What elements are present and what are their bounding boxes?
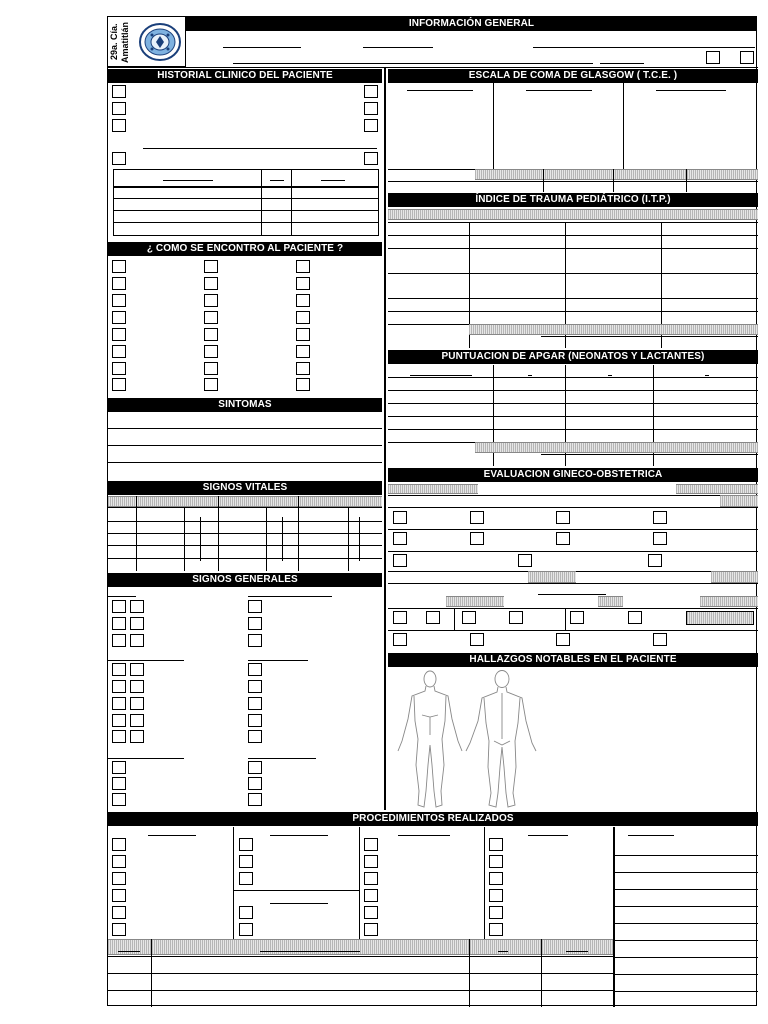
checkbox[interactable]: [130, 680, 144, 693]
checkbox[interactable]: [112, 680, 126, 693]
gen-label: [108, 758, 184, 759]
checkbox[interactable]: [112, 872, 126, 885]
checkbox[interactable]: [204, 277, 218, 290]
gineco-check[interactable]: [393, 554, 407, 567]
bottom-table-col: [151, 939, 152, 1007]
apgar-col-label: [608, 375, 612, 376]
checkbox[interactable]: [130, 714, 144, 727]
gineco-check[interactable]: [556, 633, 570, 646]
checkbox[interactable]: [112, 793, 126, 806]
itp-row: [541, 336, 758, 337]
historial-table-row: [113, 222, 379, 223]
info-field-3[interactable]: [533, 47, 755, 48]
historial-check-7[interactable]: [112, 152, 126, 165]
gineco-row: [388, 507, 758, 508]
historial-col-label: [270, 180, 284, 181]
checkbox[interactable]: [130, 730, 144, 743]
checkbox[interactable]: [248, 617, 262, 630]
gineco-check[interactable]: [393, 511, 407, 524]
gineco-shade: [711, 571, 758, 583]
gineco-check[interactable]: [556, 511, 570, 524]
sintomas-line[interactable]: [108, 462, 382, 463]
checkbox[interactable]: [112, 663, 126, 676]
apgar-shade: [475, 442, 758, 453]
apgar-bar: PUNTUACION DE APGAR (NEONATOS Y LACTANTES): [388, 350, 758, 364]
gineco-shade: [598, 596, 623, 607]
checkbox[interactable]: [296, 294, 310, 307]
vitales-row: [108, 533, 382, 534]
signos-vitales-bar: SIGNOS VITALES: [108, 481, 382, 495]
checkbox[interactable]: [112, 277, 126, 290]
gineco-shade: [676, 484, 758, 494]
checkbox[interactable]: [239, 838, 253, 851]
checkbox[interactable]: [112, 697, 126, 710]
proc-col-label: [148, 835, 196, 836]
checkbox[interactable]: [248, 777, 262, 790]
vitales-row: [108, 521, 382, 522]
proc-col: [233, 827, 234, 939]
checkbox[interactable]: [248, 663, 262, 676]
emergency-report-form: [107, 16, 757, 1006]
apgar-row: [388, 377, 758, 378]
checkbox[interactable]: [296, 277, 310, 290]
checkbox[interactable]: [364, 872, 378, 885]
checkbox[interactable]: [112, 838, 126, 851]
historial-field[interactable]: [143, 148, 377, 149]
checkbox[interactable]: [112, 378, 126, 391]
glasgow-col: [493, 83, 494, 169]
checkbox[interactable]: [364, 889, 378, 902]
gineco-check[interactable]: [653, 633, 667, 646]
checkbox[interactable]: [112, 617, 126, 630]
divider: [565, 608, 566, 630]
checkbox[interactable]: [364, 855, 378, 868]
gineco-row: [388, 608, 758, 609]
checkbox[interactable]: [296, 328, 310, 341]
gineco-field[interactable]: [538, 594, 606, 595]
apgar-row: [388, 390, 758, 391]
historial-check-6[interactable]: [364, 119, 378, 132]
checkbox[interactable]: [112, 777, 126, 790]
glasgow-shade: [543, 169, 758, 180]
vitales-mark: [200, 517, 201, 561]
gineco-check[interactable]: [648, 554, 662, 567]
checkbox[interactable]: [112, 345, 126, 358]
divider: [298, 496, 299, 507]
checkbox[interactable]: [248, 714, 262, 727]
proc-line[interactable]: [613, 940, 758, 941]
gineco-check[interactable]: [653, 511, 667, 524]
apgar-col-label: [410, 375, 472, 376]
itp-row: [388, 248, 758, 249]
historial-check-2[interactable]: [112, 102, 126, 115]
checkbox[interactable]: [112, 761, 126, 774]
checkbox[interactable]: [130, 697, 144, 710]
vitales-col: [266, 507, 267, 571]
gineco-check[interactable]: [470, 532, 484, 545]
historial-table-row: [113, 198, 379, 199]
gineco-shade: [528, 571, 576, 583]
historial-table-col: [291, 169, 292, 236]
gineco-bar: EVALUACION GINECO-OBSTETRICA: [388, 468, 758, 482]
vitales-mark: [282, 517, 283, 561]
checkbox[interactable]: [489, 923, 503, 936]
apgar-row: [541, 454, 758, 455]
historial-bar: HISTORIAL CLINICO DEL PACIENTE: [108, 69, 382, 83]
checkbox[interactable]: [248, 730, 262, 743]
itp-row: [388, 222, 758, 223]
gineco-check[interactable]: [470, 511, 484, 524]
gineco-shade: [700, 596, 758, 607]
info-field-4[interactable]: [233, 63, 593, 64]
column-divider: [384, 67, 386, 810]
proc-line[interactable]: [613, 974, 758, 975]
historial-check-3[interactable]: [112, 119, 126, 132]
glasgow-bar: ESCALA DE COMA DE GLASGOW ( T.C.E. ): [388, 69, 758, 83]
header-divider: [108, 67, 758, 68]
checkbox[interactable]: [112, 855, 126, 868]
checkbox[interactable]: [112, 311, 126, 324]
title-bar: INFORMACIÓN GENERAL: [186, 17, 757, 31]
gineco-check[interactable]: [393, 532, 407, 545]
checkbox[interactable]: [248, 634, 262, 647]
itp-row: [388, 298, 758, 299]
checkbox[interactable]: [204, 345, 218, 358]
sintomas-line[interactable]: [108, 445, 382, 446]
historial-col-label: [321, 180, 345, 181]
historial-table-row: [113, 210, 379, 211]
apgar-col-label: [528, 375, 532, 376]
checkbox[interactable]: [296, 260, 310, 273]
sintomas-bar: SINTOMAS: [108, 398, 382, 412]
gineco-check[interactable]: [393, 633, 407, 646]
checkbox[interactable]: [112, 889, 126, 902]
vitales-col: [218, 507, 219, 571]
gineco-row: [388, 630, 758, 631]
checkbox[interactable]: [112, 923, 126, 936]
gen-label: [108, 596, 136, 597]
bottom-table-row: [108, 990, 613, 991]
proc-line[interactable]: [613, 991, 758, 992]
checkbox[interactable]: [204, 378, 218, 391]
itp-row: [388, 235, 758, 236]
checkbox[interactable]: [248, 680, 262, 693]
bottom-table-col: [469, 939, 470, 1007]
header-checkbox-1[interactable]: [706, 51, 720, 64]
gen-label: [248, 758, 316, 759]
proc-divider: [233, 890, 359, 891]
checkbox[interactable]: [112, 906, 126, 919]
proc-line[interactable]: [613, 872, 758, 873]
itp-row: [388, 273, 758, 274]
checkbox[interactable]: [489, 906, 503, 919]
proc-line[interactable]: [613, 906, 758, 907]
historial-table-col: [261, 169, 262, 236]
proc-col: [484, 827, 485, 939]
checkbox[interactable]: [296, 378, 310, 391]
checkbox[interactable]: [248, 600, 262, 613]
checkbox[interactable]: [204, 328, 218, 341]
checkbox[interactable]: [112, 634, 126, 647]
checkbox[interactable]: [112, 600, 126, 613]
gen-label: [248, 660, 308, 661]
proc-field[interactable]: [270, 903, 328, 904]
emblem-seal-icon: [138, 22, 182, 62]
checkbox[interactable]: [489, 838, 503, 851]
historial-check-8[interactable]: [364, 152, 378, 165]
gineco-shade-box: [686, 611, 754, 625]
gineco-row: [388, 583, 758, 584]
gineco-shade: [388, 484, 478, 494]
checkbox[interactable]: [112, 714, 126, 727]
checkbox[interactable]: [130, 663, 144, 676]
divider: [454, 608, 455, 630]
vitales-row: [108, 507, 382, 508]
bottom-table-row: [108, 973, 613, 974]
itp-row: [388, 311, 758, 312]
gineco-check[interactable]: [570, 611, 584, 624]
checkbox[interactable]: [296, 311, 310, 324]
gineco-check[interactable]: [393, 611, 407, 624]
checkbox[interactable]: [130, 617, 144, 630]
itp-bar: ÍNDICE DE TRAUMA PEDIÁTRICO (I.T.P.): [388, 193, 758, 207]
sintomas-line[interactable]: [108, 428, 382, 429]
checkbox[interactable]: [248, 761, 262, 774]
checkbox[interactable]: [112, 260, 126, 273]
divider: [136, 496, 137, 507]
info-field-2[interactable]: [363, 47, 433, 48]
checkbox[interactable]: [248, 697, 262, 710]
checkbox[interactable]: [112, 328, 126, 341]
gineco-check[interactable]: [509, 611, 523, 624]
vitales-col: [136, 507, 137, 571]
bottom-col-label: [498, 951, 508, 952]
historial-table-row: [113, 186, 379, 188]
gineco-check[interactable]: [556, 532, 570, 545]
checkbox[interactable]: [112, 362, 126, 375]
apgar-row: [388, 416, 758, 417]
checkbox[interactable]: [296, 362, 310, 375]
checkbox[interactable]: [130, 600, 144, 613]
checkbox[interactable]: [239, 906, 253, 919]
bottom-table-row: [108, 956, 613, 957]
proc-col-label: [398, 835, 450, 836]
vitales-col: [298, 507, 299, 571]
itp-shade: [469, 324, 758, 335]
gineco-shade: [720, 495, 758, 507]
gineco-row: [388, 495, 758, 496]
vitales-row: [108, 558, 382, 559]
proc-col: [359, 827, 360, 939]
checkbox[interactable]: [248, 793, 262, 806]
apgar-row: [388, 429, 758, 430]
glasgow-shade: [475, 169, 543, 180]
checkbox[interactable]: [364, 906, 378, 919]
glasgow-col-label: [407, 90, 473, 91]
org-label: 29a. Cía. Amatitlán: [109, 21, 130, 63]
procedimientos-bar: PROCEDIMIENTOS REALIZADOS: [108, 812, 758, 826]
vitales-col: [348, 507, 349, 571]
como-encontro-bar: ¿ COMO SE ENCONTRO AL PACIENTE ?: [108, 242, 382, 256]
historial-check-4[interactable]: [364, 85, 378, 98]
apgar-row: [388, 403, 758, 404]
header-logo-area: [108, 17, 186, 67]
proc-col-label: [628, 835, 674, 836]
checkbox[interactable]: [239, 872, 253, 885]
glasgow-row: [388, 181, 758, 182]
bottom-col-label: [260, 951, 360, 952]
checkbox[interactable]: [296, 345, 310, 358]
historial-check-1[interactable]: [112, 85, 126, 98]
signos-vitales-shade: [108, 496, 382, 507]
glasgow-col-label: [526, 90, 592, 91]
gen-label: [248, 596, 332, 597]
checkbox[interactable]: [489, 872, 503, 885]
gineco-check[interactable]: [628, 611, 642, 624]
proc-col-label: [270, 835, 328, 836]
header-checkbox-2[interactable]: [740, 51, 754, 64]
proc-line[interactable]: [613, 923, 758, 924]
gineco-check[interactable]: [653, 532, 667, 545]
checkbox[interactable]: [130, 634, 144, 647]
checkbox[interactable]: [364, 838, 378, 851]
checkbox[interactable]: [204, 311, 218, 324]
gineco-check[interactable]: [462, 611, 476, 624]
historial-col-label: [163, 180, 213, 181]
checkbox[interactable]: [489, 855, 503, 868]
bottom-col-label: [566, 951, 588, 952]
checkbox[interactable]: [112, 294, 126, 307]
bottom-table-col: [541, 939, 542, 1007]
divider: [218, 496, 219, 507]
gineco-check[interactable]: [470, 633, 484, 646]
proc-line[interactable]: [613, 855, 758, 856]
bottom-col-label: [118, 951, 140, 952]
checkbox[interactable]: [489, 889, 503, 902]
checkbox[interactable]: [204, 260, 218, 273]
gineco-shade: [446, 596, 504, 607]
gineco-check[interactable]: [518, 554, 532, 567]
signos-generales-bar: SIGNOS GENERALES: [108, 573, 382, 587]
vitales-col: [184, 507, 185, 571]
info-field-5[interactable]: [600, 63, 644, 64]
checkbox[interactable]: [364, 923, 378, 936]
vitales-row: [108, 545, 382, 546]
vitales-mark: [359, 517, 360, 561]
info-field-1[interactable]: [223, 47, 301, 48]
proc-col-label: [528, 835, 568, 836]
proc-col: [613, 827, 615, 1007]
gineco-row: [388, 551, 758, 552]
historial-check-5[interactable]: [364, 102, 378, 115]
checkbox[interactable]: [239, 855, 253, 868]
checkbox[interactable]: [204, 362, 218, 375]
gen-label: [108, 660, 184, 661]
proc-line[interactable]: [613, 957, 758, 958]
glasgow-col-label: [656, 90, 726, 91]
apgar-col-label: [705, 375, 709, 376]
checkbox[interactable]: [204, 294, 218, 307]
itp-shade: [388, 209, 758, 220]
proc-line[interactable]: [613, 889, 758, 890]
body-front-figure[interactable]: [388, 669, 548, 811]
hallazgos-bar: HALLAZGOS NOTABLES EN EL PACIENTE: [388, 653, 758, 667]
glasgow-col: [623, 83, 624, 169]
checkbox[interactable]: [112, 730, 126, 743]
bottom-table-header-shade: [108, 939, 613, 955]
gineco-row: [388, 529, 758, 530]
gineco-check[interactable]: [426, 611, 440, 624]
checkbox[interactable]: [239, 923, 253, 936]
